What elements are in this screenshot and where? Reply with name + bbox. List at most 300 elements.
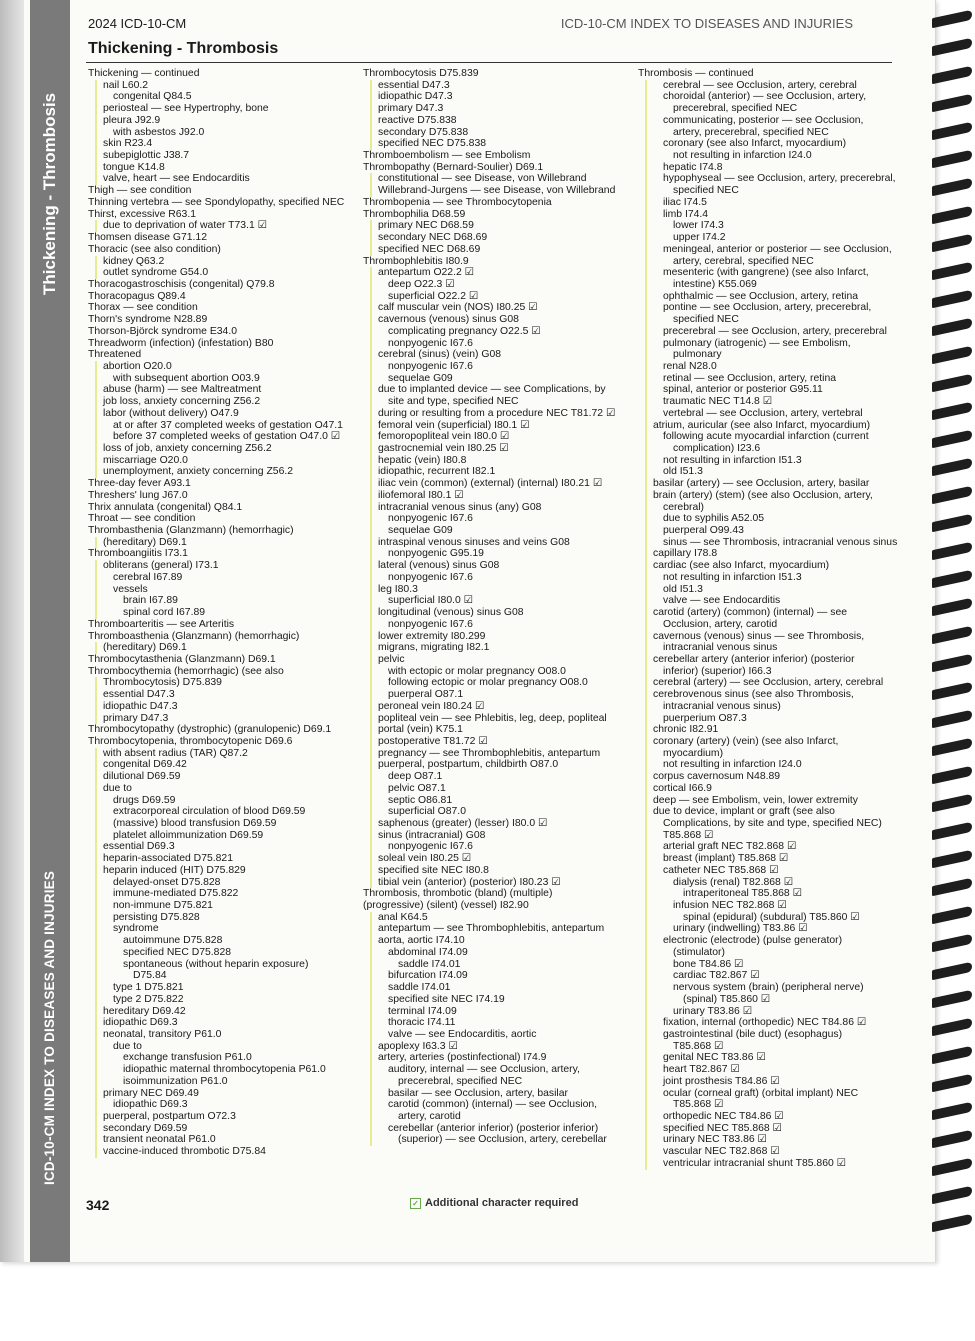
index-entry: primary NEC D68.59 [361,220,631,232]
binding-ring [932,346,972,365]
binding-ring [932,850,972,869]
index-entry: artery, carotid [361,1111,631,1123]
index-entry: atrium, auricular (see also Infarct, myocardium) [636,420,898,432]
binding-ring [932,1074,972,1093]
index-entry: specified NEC D75.828 [86,947,354,959]
index-entry: communicating, posterior — see Occlusion, [636,115,898,127]
index-entry: artery, cerebral, specified NEC [636,256,898,268]
index-entry: job loss, anxiety concerning Z56.2 [86,396,354,408]
index-entry: femoral vein (superficial) I80.1 ☑ [361,420,631,432]
index-entry: chronic I82.91 [636,724,898,736]
index-entry: choroidal (anterior) — see Occlusion, artery, [636,91,898,103]
index-entry: intracranial venous sinus [636,642,898,654]
index-entry: secondary NEC D68.69 [361,232,631,244]
index-entry: with absent radius (TAR) Q87.2 [86,748,354,760]
index-entry: heart T82.867 ☑ [636,1064,898,1076]
index-entry: not resulting in infarction I24.0 [636,150,898,162]
index-entry: vessels [86,584,354,596]
index-entry: sinus (intracranial) G08 [361,830,631,842]
index-entry: spinal (epidural) (subdural) T85.860 ☑ [636,912,898,924]
index-entry: due to implanted device — see Complications, by [361,384,631,396]
index-entry: brain I67.89 [86,595,354,607]
index-entry: old I51.3 [636,466,898,478]
index-entry: puerperal, postpartum, childbirth O87.0 [361,759,631,771]
index-entry: vascular NEC T82.868 ☑ [636,1146,898,1158]
index-entry: essential D47.3 [86,689,354,701]
index-entry: old I51.3 [636,584,898,596]
header-rule [86,62,892,63]
index-entry: calf muscular vein (NOS) I80.25 ☑ [361,302,631,314]
index-entry: puerperium O87.3 [636,713,898,725]
index-entry: brain (artery) (stem) (see also Occlusion, artery, [636,490,898,502]
index-entry: thoracic I74.11 [361,1017,631,1029]
index-entry: electronic (electrode) (pulse generator) [636,935,898,947]
index-entry: autoimmune D75.828 [86,935,354,947]
index-entry: type 1 D75.821 [86,982,354,994]
index-entry: congenital D69.42 [86,759,354,771]
binding-ring [932,430,972,449]
index-entry: intraperitoneal T85.868 ☑ [636,888,898,900]
index-entry: cerebellar (anterior inferior) (posterior inferior) [361,1123,631,1135]
index-entry: femoropopliteal vein I80.0 ☑ [361,431,631,443]
index-entry: T85.868 ☑ [636,1041,898,1053]
binding-ring [932,486,972,505]
index-entry: abdominal I74.09 [361,947,631,959]
index-entry: reactive D75.838 [361,115,631,127]
index-entry: secondary D69.59 [86,1123,354,1135]
binding-ring [932,906,972,925]
index-entry: primary NEC D69.49 [86,1088,354,1100]
index-entry: retinal — see Occlusion, artery, retina [636,373,898,385]
binding-ring [932,542,972,561]
index-entry: longitudinal (venous) sinus G08 [361,607,631,619]
index-entry: cavernous (venous) sinus G08 [361,314,631,326]
binding-ring [932,1018,972,1037]
binding-ring [932,402,972,421]
index-entry: Thrombophilia D68.59 [363,208,466,220]
index-entry: with ectopic or molar pregnancy O08.0 [361,666,631,678]
binding-ring [932,458,972,477]
index-entry: complication) I23.6 [636,443,898,455]
binding-ring [932,206,972,225]
index-entry: inferior) (superior) I66.3 [636,666,898,678]
index-entry: puerperal O87.1 [361,689,631,701]
binding-ring [932,290,972,309]
index-entry: vertebral — see Occlusion, artery, vertebral [636,408,898,420]
binding-ring [932,318,972,337]
index-entry: Thrombophlebitis I80.9 [363,255,469,267]
index-entry: capillary I78.8 [636,548,898,560]
index-entry: following acute myocardial infarction (current [636,431,898,443]
index-entry: congenital Q84.5 [86,91,354,103]
index-entry: due to device, implant or graft (see also [636,806,898,818]
index-entry: Thromboasthenia (Glanzmann) (hemorrhagic) [88,630,300,642]
index-entry: nonpyogenic I67.6 [361,841,631,853]
index-entry: immune-mediated D75.822 [86,888,354,900]
index-entry: superficial I80.0 ☑ [361,595,631,607]
binding-ring [932,962,972,981]
index-column-1 [86,68,354,1158]
index-entry: outlet syndrome G54.0 [86,267,354,279]
index-entry: nonpyogenic I67.6 [361,572,631,584]
index-entry: (progressive) (silent) (vessel) I82.90 [363,900,529,912]
index-entry: bifurcation I74.09 [361,970,631,982]
index-entry: type 2 D75.822 [86,994,354,1006]
index-entry: nonpyogenic I67.6 [361,338,631,350]
index-entry: pelvic [361,654,631,666]
index-entry: cerebral I67.89 [86,572,354,584]
index-entry: essential D47.3 [361,80,631,92]
binding-ring [932,654,972,673]
index-entry: pulmonary [636,349,898,361]
index-entry: renal N28.0 [636,361,898,373]
index-entry: terminal I74.09 [361,1006,631,1018]
index-entry: skin R23.4 [86,138,354,150]
index-entry: (stimulator) [636,947,898,959]
binding-ring [932,178,972,197]
index-entry: complicating pregnancy O22.5 ☑ [361,326,631,338]
index-entry: pleura J92.9 [86,115,354,127]
index-entry: ocular (corneal graft) (orbital implant) NEC [636,1088,898,1100]
index-entry: non-immune D75.821 [86,900,354,912]
index-entry: orthopedic NEC T84.86 ☑ [636,1111,898,1123]
index-entry: traumatic NEC T14.8 ☑ [636,396,898,408]
index-entry: Threadworm (infection) (infestation) B80 [88,337,274,349]
page-number: 342 [86,1197,110,1213]
index-entry: spinal, anterior or posterior G95.11 [636,384,898,396]
index-entry: persisting D75.828 [86,912,354,924]
index-entry: specified NEC T85.868 ☑ [636,1123,898,1135]
index-entry: Thirst, excessive R63.1 [88,208,196,220]
index-entry: (massive) blood transfusion D69.59 [86,818,354,830]
index-entry: (spinal) T85.860 ☑ [636,994,898,1006]
index-entry: apoplexy I63.3 ☑ [361,1041,631,1053]
index-entry: Thrombosis — continued [638,68,754,79]
index-entry: Thromboarteritis — see Arteritis [88,618,235,630]
index-entry: Willebrand-Jurgens — see Disease, von Willebrand [361,185,631,197]
index-entry: precerebral, specified NEC [636,103,898,115]
index-entry: Thrombopathy (Bernard-Soulier) D69.1 [363,161,544,173]
index-entry: pelvic O87.1 [361,783,631,795]
index-entry: iliac I74.5 [636,197,898,209]
binding-ring [932,1158,972,1177]
index-entry: cortical I66.9 [636,783,898,795]
index-entry: hepatic I74.8 [636,162,898,174]
index-entry: idiopathic D69.3 [86,1017,354,1029]
index-entry: iliac vein (common) (external) (internal) I80.21 ☑ [361,478,631,490]
index-entry: abuse (harm) — see Maltreatment [86,384,354,396]
index-entry: nervous system (brain) (peripheral nerve) [636,982,898,994]
index-entry: gastrointestinal (bile duct) (esophagus) [636,1029,898,1041]
index-entry: sequelae G09 [361,525,631,537]
binding-ring [932,626,972,645]
index-entry: valve — see Endocarditis [636,595,898,607]
index-entry: breast (implant) T85.868 ☑ [636,853,898,865]
index-entry: site and type, specified NEC [361,396,631,408]
index-entry: saddle I74.01 [361,959,631,971]
index-entry: dilutional D69.59 [86,771,354,783]
index-entry: due to deprivation of water T73.1 ☑ [86,220,354,232]
binding-ring [932,794,972,813]
index-entry: due to [86,783,354,795]
index-entry: lower extremity I80.299 [361,631,631,643]
index-entry: puerperal O99.43 [636,525,898,537]
binding-ring [932,570,972,589]
index-entry: heparin induced (HIT) D75.829 [86,865,354,877]
binding-ring [932,38,972,57]
index-entry: meningeal, anterior or posterior — see Occlusion, [636,244,898,256]
index-entry: pregnancy — see Thrombophlebitis, antepartum [361,748,631,760]
index-entry: specified NEC D68.69 [361,244,631,256]
index-entry: specified site NEC I80.8 [361,865,631,877]
index-entry: exchange transfusion P61.0 [86,1052,354,1064]
index-entry: ventricular intracranial shunt T85.860 ☑ [636,1158,898,1170]
binding-ring [932,710,972,729]
index-entry: intracranial venous sinus (any) G08 [361,502,631,514]
binding-ring [932,682,972,701]
index-entry: Throat — see condition [88,513,196,525]
index-entry: (superior) — see Occlusion, artery, cerebellar [361,1134,631,1146]
index-entry: at or after 37 completed weeks of gestation O47.1 [86,420,354,432]
spiral-binding [932,0,975,1262]
index-entry: urinary (indwelling) T83.86 ☑ [636,923,898,935]
index-entry: corpus cavernosum N48.89 [636,771,898,783]
index-entry: hereditary D69.42 [86,1006,354,1018]
index-entry: specified site NEC I74.19 [361,994,631,1006]
index-entry: leg I80.3 [361,584,631,596]
index-entry: precerebral — see Occlusion, artery, precerebral [636,326,898,338]
index-entry: sequelae G09 [361,373,631,385]
index-entry: miscarriage O20.0 [86,455,354,467]
index-entry: (hereditary) D69.1 [86,642,354,654]
binding-ring [932,1046,972,1065]
index-entry: hypophyseal — see Occlusion, artery, precerebral, [636,173,898,185]
index-entry: gastrocnemial vein I80.25 ☑ [361,443,631,455]
index-entry: carotid (common) (internal) — see Occlusion, [361,1099,631,1111]
index-entry: nonpyogenic G95.19 [361,548,631,560]
index-entry: cerebral — see Occlusion, artery, cerebral [636,80,898,92]
index-entry: bone T84.86 ☑ [636,959,898,971]
index-entry: carotid (artery) (common) (internal) — see [636,607,898,619]
index-entry: Thrombocytasthenia (Glanzmann) D69.1 [88,653,276,665]
index-entry: Thorson-Björck syndrome E34.0 [88,325,237,337]
index-entry: migrans, migrating I82.1 [361,642,631,654]
index-entry: valve — see Endocarditis, aortic [361,1029,631,1041]
index-column-2 [361,68,631,1146]
index-entry: valve, heart — see Endocarditis [86,173,354,185]
index-entry: urinary T83.86 ☑ [636,1006,898,1018]
index-entry: arterial graft NEC T82.868 ☑ [636,841,898,853]
index-entry: specified NEC [636,185,898,197]
index-entry: periosteal — see Hypertrophy, bone [86,103,354,115]
index-entry: drugs D69.59 [86,795,354,807]
index-entry: sinus — see Thrombosis, intracranial venous sinus [636,537,898,549]
index-entry: lower I74.3 [636,220,898,232]
index-entry: with asbestos J92.0 [86,127,354,139]
index-entry: deep O87.1 [361,771,631,783]
binding-ring [932,374,972,393]
index-entry: Threshers' lung J67.0 [88,489,188,501]
index-entry: Thorn's syndrome N28.89 [88,314,208,326]
index-entry: nail L60.2 [86,80,354,92]
index-entry: deep — see Embolism, vein, lower extremity [636,795,898,807]
index-entry: Thigh — see condition [88,185,192,197]
index-entry: Complications, by site and type, specified NEC) [636,818,898,830]
index-entry: cerebral (artery) — see Occlusion, artery, cerebral [636,677,898,689]
index-entry: upper I74.2 [636,232,898,244]
index-entry: Thrombosis, thrombotic (bland) (multiple) [363,888,553,900]
index-entry: cerebral) [636,502,898,514]
index-entry: cerebrovenous sinus (see also Thrombosis, [636,689,898,701]
index-entry: due to [86,1041,354,1053]
index-entry: platelet alloimmunization D69.59 [86,830,354,842]
index-entry: Thickening — continued [88,68,200,79]
index-entry: during or resulting from a procedure NEC T81.72 ☑ [361,408,631,420]
index-entry: artery, arteries (postinfectional) I74.9 [361,1052,631,1064]
index-entry: saphenous (greater) (lesser) I80.0 ☑ [361,818,631,830]
index-entry: cerebral (sinus) (vein) G08 [361,349,631,361]
binding-ring [932,1102,972,1121]
index-entry: infusion NEC T82.868 ☑ [636,900,898,912]
index-entry: following ectopic or molar pregnancy O08.0 [361,677,631,689]
index-entry: limb I74.4 [636,209,898,221]
index-entry: joint prosthesis T84.86 ☑ [636,1076,898,1088]
checkbox-icon: ✓ [410,1198,421,1209]
index-entry: Thorax — see condition [88,302,198,314]
index-entry: soleal vein I80.25 ☑ [361,853,631,865]
binding-ring [932,1214,972,1233]
binding-ring [932,150,972,169]
index-entry: T85.868 ☑ [636,1099,898,1111]
index-entry: Thrombopenia — see Thrombocytopenia [363,196,552,208]
index-entry: Thinning vertebra — see Spondylopathy, specified NEC [88,196,345,208]
index-entry: ophthalmic — see Occlusion, artery, retina [636,291,898,303]
footer-legend [410,1197,578,1209]
index-entry: septic O86.81 [361,795,631,807]
index-entry: basilar (artery) — see Occlusion, artery, basilar [636,478,898,490]
index-entry: lateral (venous) sinus G08 [361,560,631,572]
index-entry: transient neonatal P61.0 [86,1134,354,1146]
index-entry: Threatened [88,349,142,361]
index-entry: auditory, internal — see Occlusion, artery, [361,1064,631,1076]
index-entry: kidney Q63.2 [86,256,354,268]
index-column-3 [636,68,898,1170]
index-entry: cardiac (see also Infarct, myocardium) [636,560,898,572]
binding-ring [932,990,972,1009]
index-entry: Thrombocytosis D75.839 [363,68,479,79]
index-entry: specified NEC [636,314,898,326]
binding-ring [932,878,972,897]
index-entry: peroneal vein I80.24 ☑ [361,701,631,713]
index-entry: before 37 completed weeks of gestation O47.0 ☑ [86,431,354,443]
book-edition: 2024 ICD-10-CM [88,16,187,31]
index-entry: genital NEC T83.86 ☑ [636,1052,898,1064]
index-entry: Thrombocytosis) D75.839 [86,677,354,689]
index-entry: isoimmunization P61.0 [86,1076,354,1088]
index-entry: Thromboembolism — see Embolism [363,150,531,162]
index-entry: intracranial venous sinus) [636,701,898,713]
index-entry: tongue K14.8 [86,162,354,174]
index-entry: spontaneous (without heparin exposure) [86,959,354,971]
page-title: Thickening - Thrombosis [88,40,279,57]
index-entry: tibial vein (anterior) (posterior) I80.23 ☑ [361,877,631,889]
index-entry: myocardium) [636,748,898,760]
binding-ring [932,598,972,617]
index-entry: syndrome [86,923,354,935]
index-entry: superficial O87.0 [361,806,631,818]
binding-ring [932,234,972,253]
index-entry: Thoracopagus Q89.4 [88,290,186,302]
index-entry: D75.84 [86,970,354,982]
binding-ring [932,94,972,113]
index-entry: idiopathic D69.3 [86,1099,354,1111]
index-entry: loss of job, anxiety concerning Z56.2 [86,443,354,455]
index-entry: portal (vein) K75.1 [361,724,631,736]
index-entry: deep O22.3 ☑ [361,279,631,291]
index-entry: antepartum — see Thrombophlebitis, antepartum [361,923,631,935]
index-entry: artery, precerebral, specified NEC [636,127,898,139]
index-entry: Occlusion, artery, carotid [636,619,898,631]
index-entry: dialysis (renal) T82.868 ☑ [636,877,898,889]
index-entry: Thromboangiitis I73.1 [88,548,188,560]
index-entry: pulmonary (iatrogenic) — see Embolism, [636,338,898,350]
index-entry: intraspinal venous sinuses and veins G08 [361,537,631,549]
index-entry: labor (without delivery) O47.9 [86,408,354,420]
index-entry: vaccine-induced thrombotic D75.84 [86,1146,354,1158]
index-entry: with subsequent abortion O03.9 [86,373,354,385]
index-entry: idiopathic D47.3 [86,701,354,713]
index-entry: mesenteric (with gangrene) (see also Infarct, [636,267,898,279]
index-entry: subepiglottic J38.7 [86,150,354,162]
index-entry: cavernous (venous) sinus — see Thrombosis, [636,631,898,643]
index-entry: coronary (see also Infarct, myocardium) [636,138,898,150]
index-entry: intestine) K55.069 [636,279,898,291]
index-entry: primary D47.3 [86,713,354,725]
index-entry: coronary (artery) (vein) (see also Infarct, [636,736,898,748]
index-entry: puerperal, postpartum O72.3 [86,1111,354,1123]
index-entry: not resulting in infarction I51.3 [636,455,898,467]
binding-ring [932,822,972,841]
page-edge [0,0,24,1262]
index-entry: precerebral, specified NEC [361,1076,631,1088]
binding-ring [932,1130,972,1149]
index-entry: basilar — see Occlusion, artery, basilar [361,1088,631,1100]
index-entry: constitutional — see Disease, von Willebrand [361,173,631,185]
footer-note-text: Additional character required [425,1197,579,1209]
index-entry: Thrombocytopathy (dystrophic) (granulopenic) D69.1 [88,724,332,736]
sidebar-book-label: ICD-10-CM INDEX TO DISEASES AND INJURIES [42,870,57,1185]
index-entry: Thrix annulata (congenital) Q84.1 [88,501,243,513]
binding-ring [932,514,972,533]
index-entry: superficial O22.2 ☑ [361,291,631,303]
index-entry: idiopathic, recurrent I82.1 [361,466,631,478]
index-entry: iliofemoral I80.1 ☑ [361,490,631,502]
sidebar-section-label: Thickening - Thrombosis [40,92,59,295]
index-entry: primary D47.3 [361,103,631,115]
binding-ring [932,262,972,281]
index-entry: extracorporeal circulation of blood D69.59 [86,806,354,818]
index-entry: cardiac T82.867 ☑ [636,970,898,982]
index-entry: catheter NEC T85.868 ☑ [636,865,898,877]
index-entry: delayed-onset D75.828 [86,877,354,889]
index-entry: nonpyogenic I67.6 [361,361,631,373]
index-entry: unemployment, anxiety concerning Z56.2 [86,466,354,478]
index-entry: cerebellar artery (anterior inferior) (posterior [636,654,898,666]
index-entry: Thoracic (see also condition) [88,243,221,255]
running-head: ICD-10-CM INDEX TO DISEASES AND INJURIES [560,16,853,31]
index-entry: postoperative T81.72 ☑ [361,736,631,748]
index-entry: idiopathic maternal thrombocytopenia P61.0 [86,1064,354,1076]
